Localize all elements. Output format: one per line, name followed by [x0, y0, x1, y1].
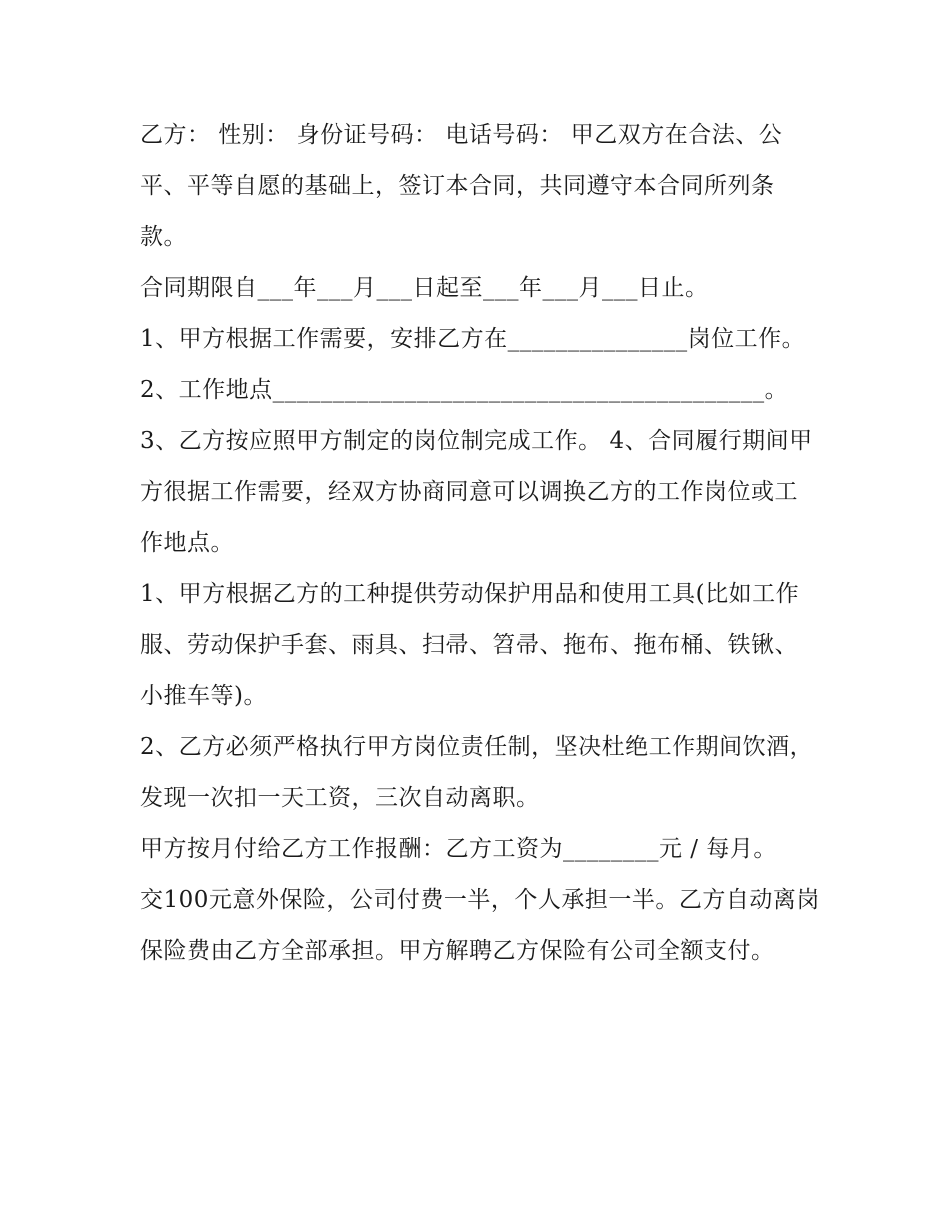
paragraph-contract-term: 合同期限自___年___月___日起至___年___月___日止。: [140, 275, 709, 301]
paragraph-parties: 乙方： 性别： 身份证号码： 电话号码： 甲乙双方在合法、公平、平等自愿的基础上，签订本合同，共同遵守本合同所列条款。: [140, 122, 783, 250]
document-body: [140, 110, 820, 977]
paragraph-job-assignment: 1、甲方根据工作需要，安排乙方在_______________岗位工作。: [140, 326, 806, 352]
paragraph-responsibility: 2、乙方必须严格执行甲方岗位责任制，坚决杜绝工作期间饮酒，发现一次扣一天工资，三次自动离职。: [140, 734, 814, 811]
paragraph-job-duties: 3、乙方按应照甲方制定的岗位制完成工作。 4、合同履行期间甲方很据工作需要，经双方协商同意可以调换乙方的工作岗位或工作地点。: [140, 428, 813, 556]
paragraph-protective-equipment: 1、甲方根据乙方的工种提供劳动保护用品和使用工具(比如工作服、劳动保护手套、雨具、扫帚、笤帚、拖布、拖布桶、铁锹、小推车等)。: [140, 581, 800, 709]
paragraph-salary: 甲方按月付给乙方工作报酬：乙方工资为________元 / 每月。: [140, 836, 777, 862]
paragraph-work-location: 2、工作地点_________________________________________。: [140, 377, 789, 403]
paragraph-insurance: 交100元意外保险，公司付费一半，个人承担一半。乙方自动离岗保险费由乙方全部承担。甲方解聘乙方保险有公司全额支付。: [140, 887, 820, 964]
